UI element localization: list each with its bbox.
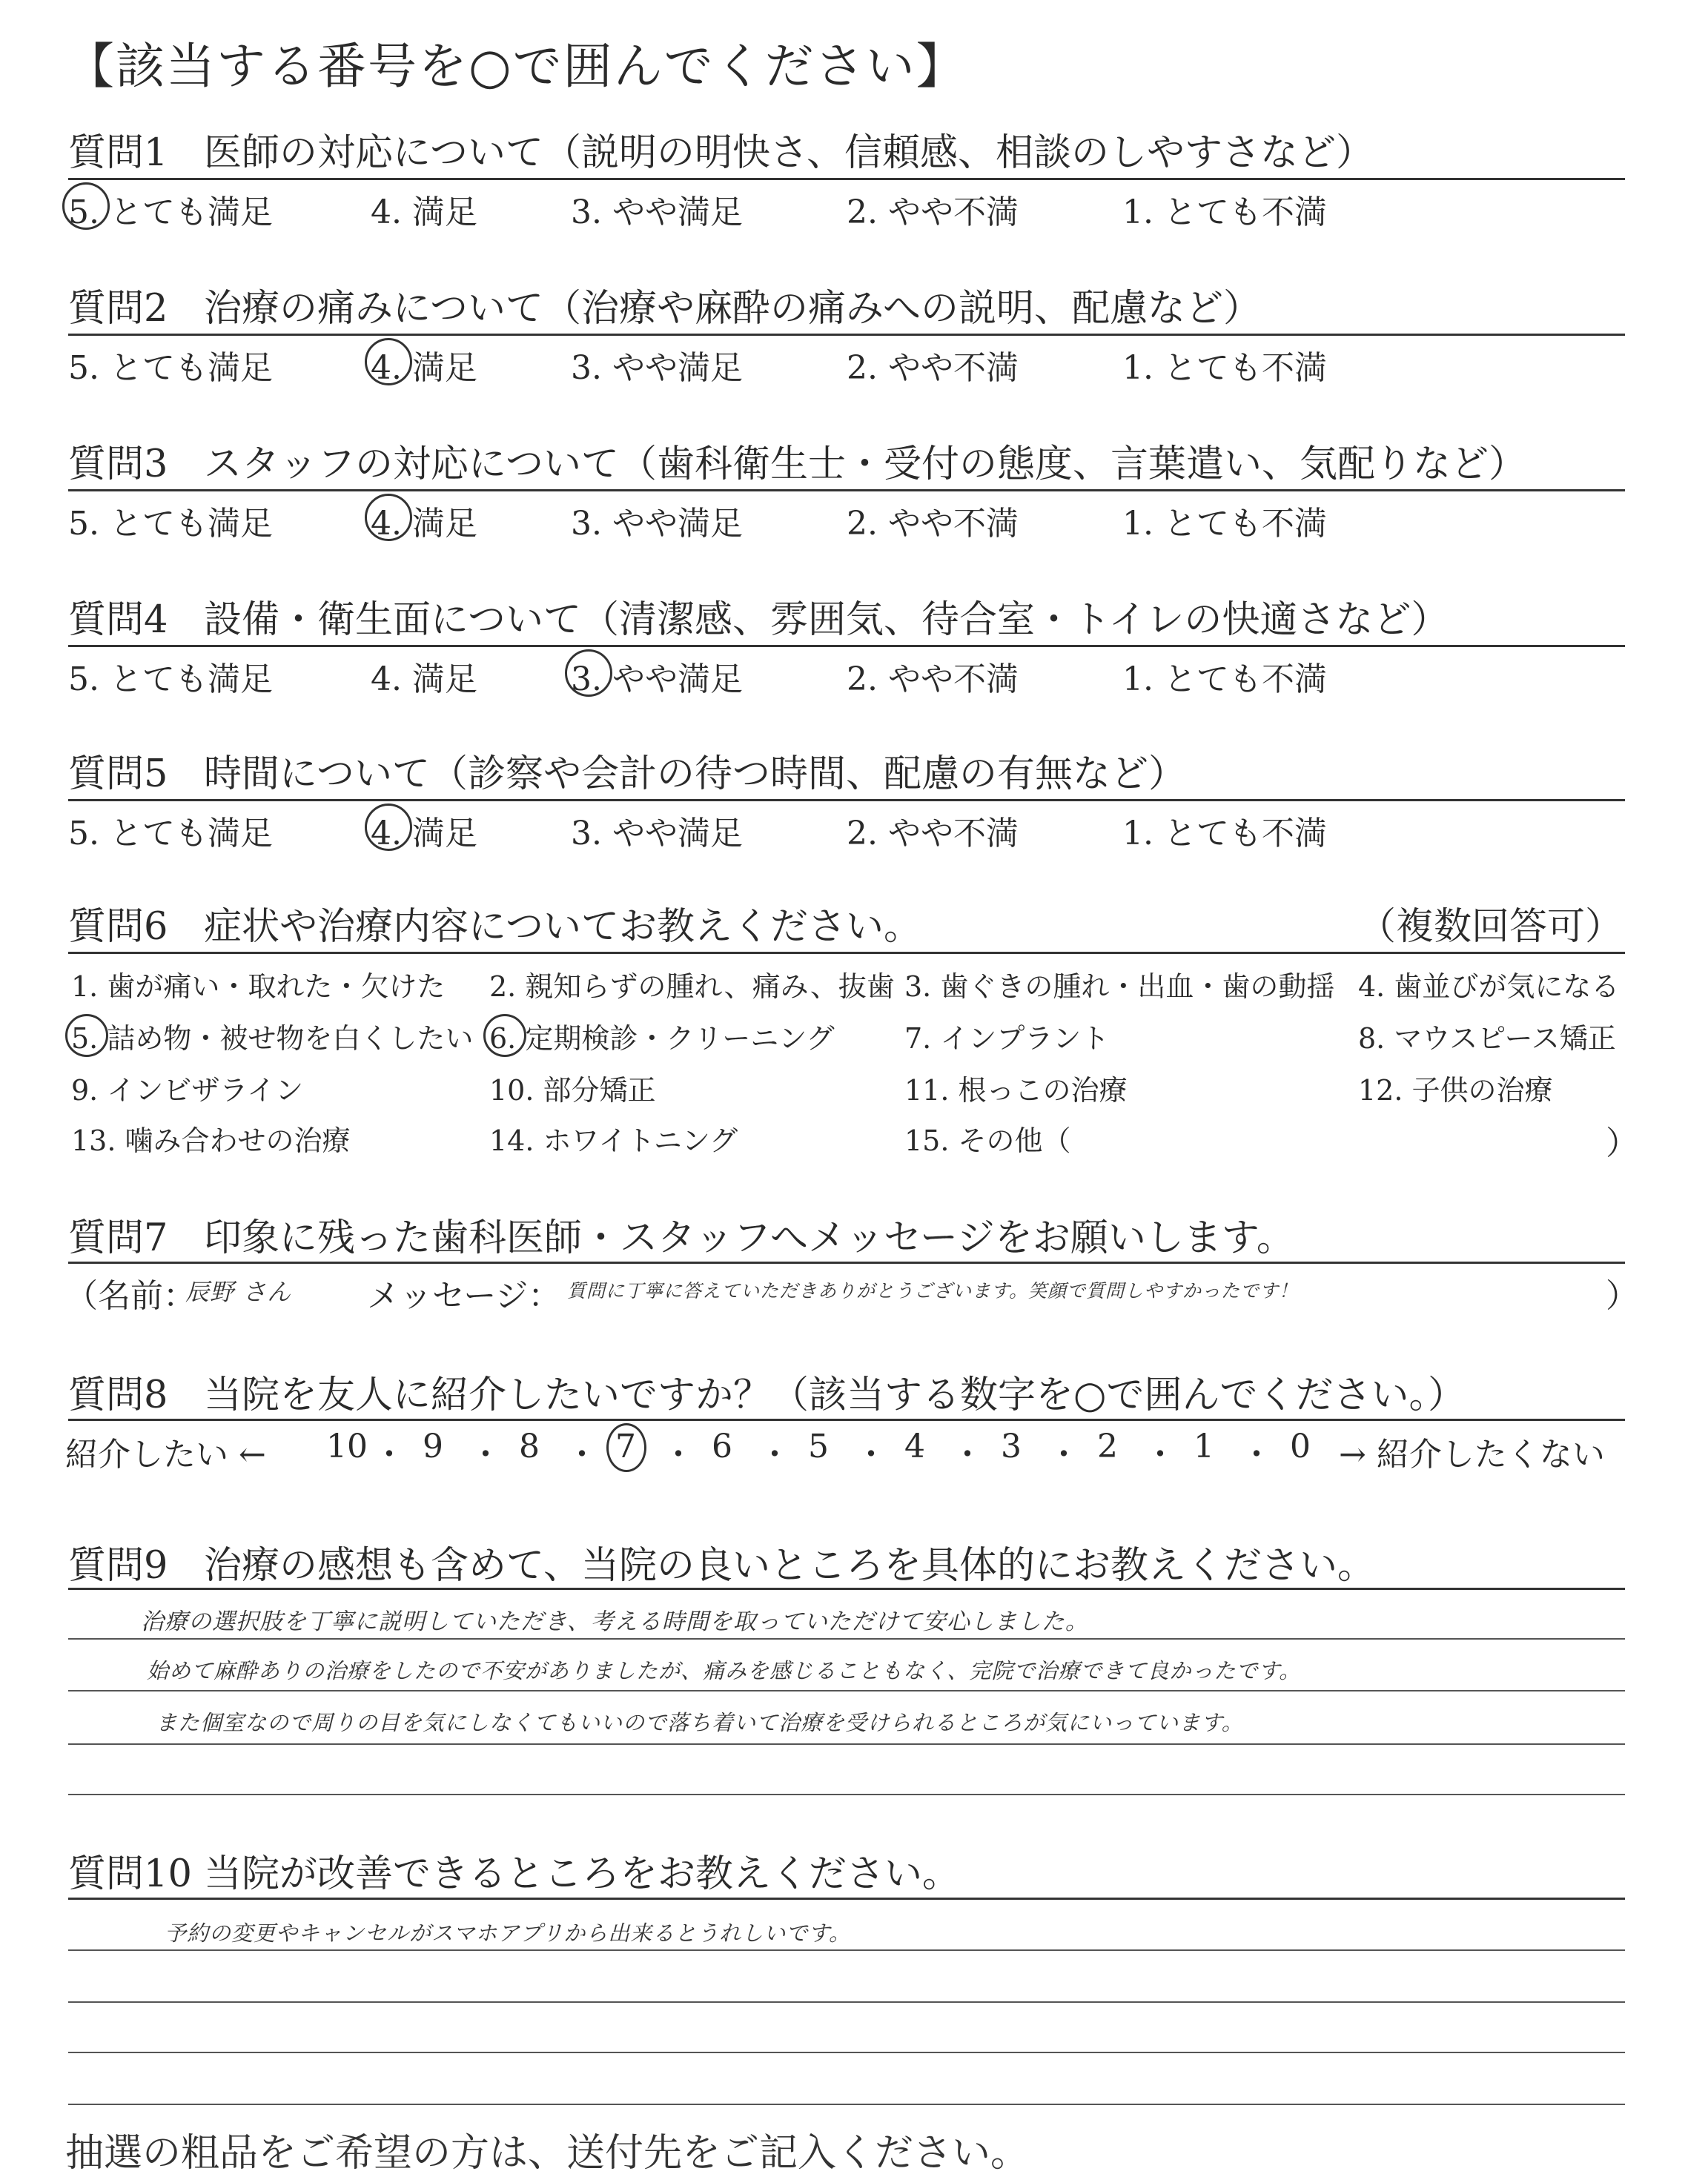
rating-option-label: 3. やや満足 — [571, 193, 743, 231]
q6-text: 症状や治療内容についてお教えください。 — [204, 905, 921, 949]
q8-scale-separator: ・ — [951, 1436, 984, 1474]
selected-circle-mark — [65, 1014, 108, 1057]
q9-writing-line — [68, 1794, 1625, 1795]
q6-option[interactable] — [489, 1118, 738, 1159]
rating-option-label: 2. やや不満 — [847, 815, 1019, 852]
q6-option[interactable] — [71, 1067, 303, 1108]
q8-scale-value[interactable]: 6 — [712, 1428, 732, 1465]
rating-option-label: 4. 満足 — [371, 193, 477, 231]
q6-option-label: 4. 歯並びが気になる — [1358, 970, 1620, 1003]
rating-option[interactable] — [68, 652, 273, 700]
q6-option-label: 11. 根っこの治療 — [904, 1074, 1128, 1107]
q8-scale-value[interactable]: 9 — [423, 1428, 443, 1465]
q10-writing-line — [68, 2052, 1625, 2053]
selected-circle-mark — [365, 338, 412, 385]
q8-left-label: 紹介したい ← — [65, 1436, 266, 1474]
q10-writing-line — [68, 2104, 1625, 2105]
rating-option[interactable] — [847, 341, 1019, 388]
question-label: 質問3 — [68, 443, 168, 486]
q7-name-value[interactable]: 辰野 さん — [185, 1278, 292, 1306]
q9-writing-line — [68, 1743, 1625, 1745]
rating-option-label: 5. とても満足 — [68, 193, 273, 231]
rating-option[interactable] — [847, 497, 1019, 544]
q8-scale-value[interactable]: 5 — [808, 1428, 829, 1465]
q8-scale-value[interactable]: 8 — [519, 1428, 540, 1465]
rating-option[interactable] — [371, 806, 477, 854]
q10-label: 質問10 — [68, 1852, 192, 1896]
question-text: 治療の痛みについて（治療や麻酔の痛みへの説明、配慮など） — [204, 287, 1261, 331]
rating-option-label: 2. やや不満 — [847, 349, 1019, 387]
question-text: 医師の対応について（説明の明快さ、信頼感、相談のしやすさなど） — [204, 131, 1374, 175]
q6-option-label: 6. 定期検診・クリーニング — [489, 1022, 835, 1055]
rating-option-label: 2. やや不満 — [847, 193, 1019, 231]
rating-option[interactable] — [847, 652, 1019, 700]
q6-note: （複数回答可） — [1358, 905, 1623, 949]
q6-option-label: 2. 親知らずの腫れ、痛み、抜歯 — [489, 970, 895, 1003]
q10-writing-line — [68, 2001, 1625, 2003]
q8-scale-value[interactable]: 3 — [1001, 1428, 1022, 1465]
q8-scale-value[interactable]: 2 — [1097, 1428, 1118, 1465]
rating-option[interactable] — [371, 497, 477, 544]
q8-right-label: → 紹介したくない — [1339, 1436, 1605, 1474]
page-title: 【該当する番号を○で囲んでください】 — [65, 38, 967, 95]
q8-text: 当院を友人に紹介したいですか？（該当する数字を○で囲んでください。） — [204, 1374, 1466, 1417]
q6-option-label: 15. その他（ — [904, 1124, 1071, 1157]
q9-label: 質問9 — [68, 1544, 168, 1588]
rating-option[interactable] — [68, 497, 273, 544]
rating-option[interactable] — [1122, 497, 1327, 544]
q8-scale-separator: ・ — [1047, 1436, 1080, 1474]
q8-label: 質問8 — [68, 1374, 168, 1417]
q9-answer-line[interactable]: 始めて麻酔ありの治療をしたので不安がありましたが、痛みを感じることもなく、完院で治療できて良かったです。 — [147, 1658, 1302, 1683]
rating-option[interactable] — [1122, 806, 1327, 854]
q9-writing-line — [68, 1690, 1625, 1691]
rating-option[interactable] — [68, 341, 273, 388]
question-label: 質問4 — [68, 598, 168, 642]
q9-answer-line[interactable]: また個室なので周りの目を気にしなくてもいいので落ち着いて治療を受けられるところが気にいっています。 — [156, 1710, 1244, 1735]
q6-option-label: 8. マウスピース矯正 — [1358, 1022, 1616, 1055]
question-text: 設備・衛生面について（清潔感、雰囲気、待合室・トイレの快適さなど） — [204, 598, 1449, 642]
rating-option[interactable] — [371, 341, 477, 388]
rating-option-label: 3. やや満足 — [571, 505, 743, 543]
q6-option[interactable] — [904, 964, 1334, 1004]
q6-other-close: ） — [1606, 1124, 1638, 1162]
q6-underline — [68, 952, 1625, 954]
question-label: 質問5 — [68, 752, 168, 796]
rating-option[interactable] — [68, 806, 273, 854]
rating-option-label: 1. とても不満 — [1122, 193, 1327, 231]
q6-option-label: 12. 子供の治療 — [1358, 1074, 1553, 1107]
rating-option-label: 5. とても満足 — [68, 660, 273, 698]
question-underline — [68, 645, 1625, 647]
rating-option[interactable] — [571, 497, 743, 544]
question-underline — [68, 489, 1625, 491]
q7-label: 質問7 — [68, 1216, 168, 1260]
rating-option-label: 4. 満足 — [371, 505, 477, 543]
rating-option-label: 1. とても不満 — [1122, 815, 1327, 852]
question-label: 質問2 — [68, 287, 168, 331]
rating-option-label: 2. やや不満 — [847, 505, 1019, 543]
q7-text: 印象に残った歯科医師・スタッフへメッセージをお願いします。 — [204, 1216, 1294, 1260]
q6-option-label: 3. 歯ぐきの腫れ・出血・歯の動揺 — [904, 970, 1335, 1003]
q8-scale-value[interactable]: 1 — [1194, 1428, 1214, 1465]
q6-option[interactable] — [71, 1118, 351, 1159]
q8-scale-value[interactable]: 4 — [904, 1428, 925, 1465]
rating-option[interactable] — [571, 341, 743, 388]
selected-circle-mark — [565, 649, 612, 697]
q6-option-label: 13. 噛み合わせの治療 — [71, 1124, 351, 1157]
q7-message-label: メッセージ： — [367, 1277, 561, 1315]
q6-option[interactable] — [904, 1067, 1128, 1108]
selected-circle-mark — [62, 182, 110, 230]
q6-option-label: 1. 歯が痛い・取れた・欠けた — [71, 970, 446, 1003]
selected-circle-mark — [606, 1423, 646, 1472]
q10-writing-line — [68, 1949, 1625, 1951]
q8-scale-separator: ・ — [1240, 1436, 1273, 1474]
q6-option[interactable] — [1358, 964, 1619, 1004]
q10-underline — [68, 1898, 1625, 1900]
q8-scale-separator: ・ — [662, 1436, 695, 1474]
q6-option[interactable] — [489, 964, 895, 1004]
q8-scale-separator: ・ — [1144, 1436, 1176, 1474]
q7-name-label: （名前： — [65, 1277, 196, 1315]
q8-scale-value[interactable]: 10 — [326, 1428, 368, 1465]
q9-answer-line[interactable]: 治療の選択肢を丁寧に説明していただき、考える時間を取っていただけて安心しました。 — [141, 1608, 1089, 1635]
q6-option[interactable] — [1358, 1067, 1553, 1108]
selected-circle-mark — [365, 803, 412, 851]
rating-option[interactable] — [1122, 341, 1327, 388]
rating-option[interactable] — [371, 185, 477, 233]
q6-option[interactable] — [904, 1118, 1071, 1159]
question-text: スタッフの対応について（歯科衛生士・受付の態度、言葉遣い、気配りなど） — [204, 443, 1526, 486]
q6-option-label: 10. 部分矯正 — [489, 1074, 656, 1107]
q8-scale-separator: ・ — [855, 1436, 887, 1474]
rating-option-label: 4. 満足 — [371, 815, 477, 852]
q6-option[interactable] — [489, 1067, 656, 1108]
q6-option[interactable] — [1358, 1015, 1616, 1056]
q9-underline — [68, 1588, 1625, 1590]
rating-option[interactable] — [68, 185, 273, 233]
rating-option[interactable] — [847, 185, 1019, 233]
q6-option-label: 5. 詰め物・被せ物を白くしたい — [71, 1022, 474, 1055]
q6-label: 質問6 — [68, 905, 168, 949]
q8-scale-separator: ・ — [758, 1436, 791, 1474]
rating-option[interactable] — [571, 185, 743, 233]
q8-scale-value[interactable]: 7 — [615, 1428, 636, 1465]
selected-circle-mark — [365, 494, 412, 541]
q6-option[interactable] — [71, 1015, 473, 1056]
q6-option-label: 9. インビザライン — [71, 1074, 304, 1107]
rating-option-label: 3. やや満足 — [571, 815, 743, 852]
q9-text: 治療の感想も含めて、当院の良いところを具体的にお教えください。 — [204, 1544, 1375, 1588]
rating-option-label: 2. やや不満 — [847, 660, 1019, 698]
rating-option-label: 1. とても不満 — [1122, 349, 1327, 387]
q6-option[interactable] — [489, 1015, 835, 1056]
rating-option-label: 3. やや満足 — [571, 660, 743, 698]
rating-option[interactable] — [571, 652, 743, 700]
q10-answer-line[interactable]: 予約の変更やキャンセルがスマホアプリから出来るとうれしいです。 — [165, 1921, 851, 1946]
rating-option[interactable] — [1122, 652, 1327, 700]
q6-option-label: 7. インプラント — [904, 1022, 1110, 1055]
q6-option[interactable] — [904, 1015, 1109, 1056]
rating-option-label: 1. とても不満 — [1122, 660, 1327, 698]
q7-close: ） — [1606, 1277, 1638, 1315]
q6-option[interactable] — [71, 964, 445, 1004]
rating-option[interactable] — [571, 806, 743, 854]
rating-option-label: 5. とても満足 — [68, 505, 273, 543]
rating-option-label: 4. 満足 — [371, 660, 477, 698]
q8-underline — [68, 1419, 1625, 1421]
rating-option[interactable] — [847, 806, 1019, 854]
question-text: 時間について（診察や会計の待つ時間、配慮の有無など） — [204, 752, 1186, 796]
q8-scale-value[interactable]: 0 — [1290, 1428, 1311, 1465]
q7-message-value[interactable]: 質問に丁寧に答えていただきありがとうございます。笑顔で質問しやすかったです！ — [567, 1280, 1299, 1302]
rating-option-label: 5. とても満足 — [68, 815, 273, 852]
q8-scale-separator: ・ — [469, 1436, 502, 1474]
footer-instruction: 抽選の粗品をご希望の方は、送付先をご記入ください。 — [65, 2131, 1030, 2176]
question-underline — [68, 799, 1625, 801]
q8-scale-separator: ・ — [373, 1436, 406, 1474]
q10-text: 当院が改善できるところをお教えください。 — [204, 1852, 961, 1896]
question-label: 質問1 — [68, 131, 168, 175]
rating-option-label: 5. とても満足 — [68, 349, 273, 387]
q9-writing-line — [68, 1638, 1625, 1640]
rating-option-label: 1. とても不満 — [1122, 505, 1327, 543]
question-underline — [68, 178, 1625, 180]
rating-option-label: 3. やや満足 — [571, 349, 743, 387]
rating-option-label: 4. 満足 — [371, 349, 477, 387]
q7-underline — [68, 1262, 1625, 1264]
selected-circle-mark — [483, 1014, 526, 1057]
q8-scale-separator: ・ — [566, 1436, 598, 1474]
q6-option-label: 14. ホワイトニング — [489, 1124, 738, 1157]
rating-option[interactable] — [371, 652, 477, 700]
rating-option[interactable] — [1122, 185, 1327, 233]
question-underline — [68, 334, 1625, 336]
